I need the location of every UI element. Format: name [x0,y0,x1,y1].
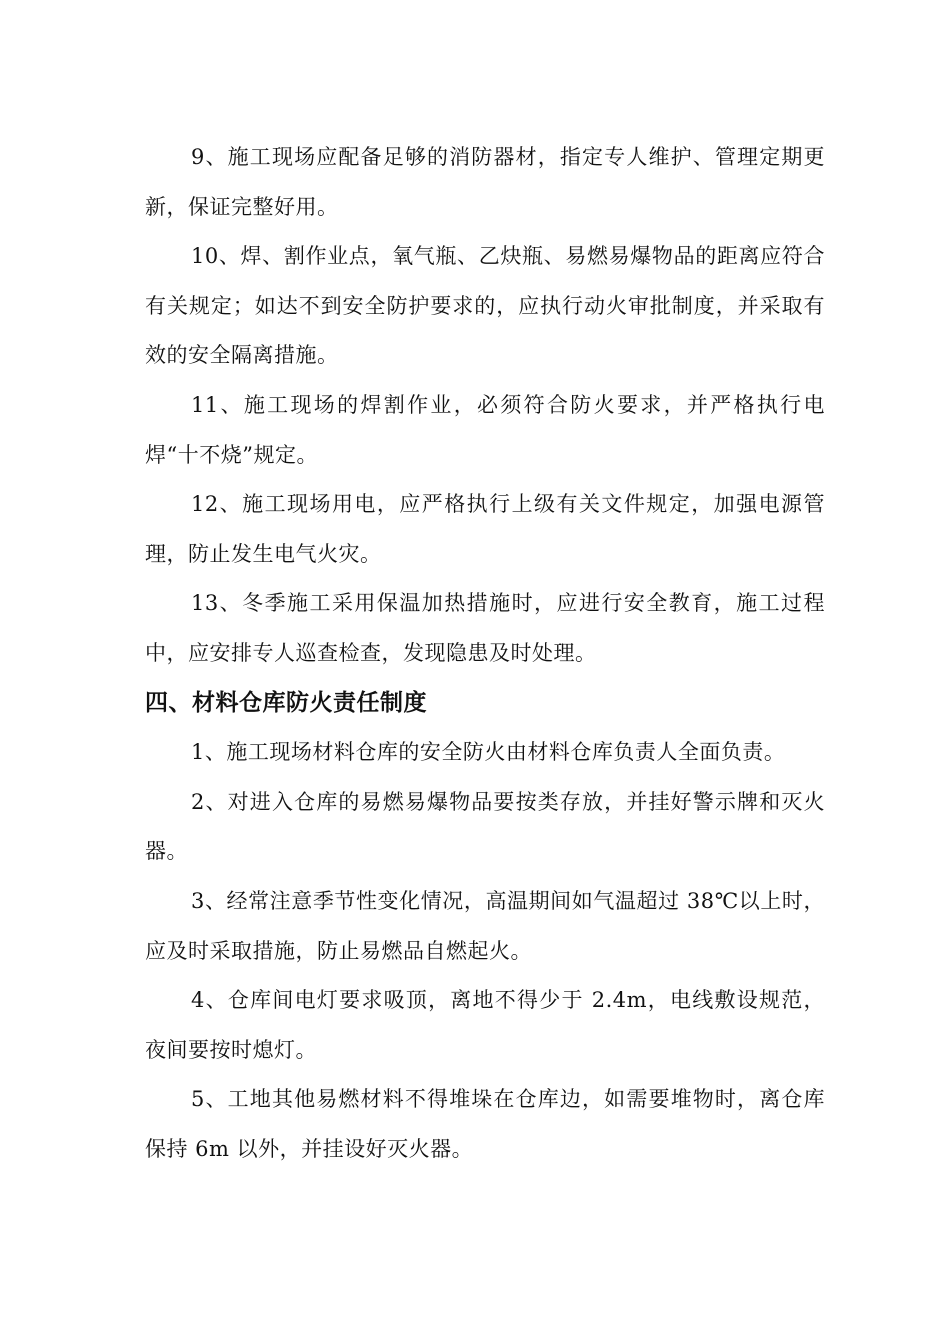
section-heading: 四、材料仓库防火责任制度 [145,689,427,716]
paragraph-item-1: 1、施工现场材料仓库的安全防火由材料仓库负责人全面负责。 [191,740,786,765]
paragraph-item-13: 13、冬季施工采用保温加热措施时，应进行安全教育，施工过程中，应安排专人巡查检查，发现隐患及时处理。 [145,591,825,665]
paragraph-item-4: 4、仓库间电灯要求吸顶，离地不得少于 2.4m，电线敷设规范，夜间要按时熄灯。 [145,988,825,1062]
paragraph-item-5: 5、工地其他易燃材料不得堆垛在仓库边，如需要堆物时，离仓库保持 6m 以外，并挂设好灭火器。 [145,1087,825,1161]
paragraph-item-2: 2、对进入仓库的易燃易爆物品要按类存放，并挂好警示牌和灭火器。 [145,789,825,864]
document-body [145,133,825,1174]
paragraph-item-9: 9、施工现场应配备足够的消防器材，指定专人维护、管理定期更新，保证完整好用。 [145,145,825,219]
paragraph-item-11: 11、施工现场的焊割作业，必须符合防火要求，并严格执行电焊“十不烧”规定。 [145,392,825,467]
paragraph-item-12: 12、施工现场用电，应严格执行上级有关文件规定，加强电源管理，防止发生电气火灾。 [145,492,825,566]
paragraph-item-3: 3、经常注意季节性变化情况，高温期间如气温超过 38℃以上时，应及时采取措施，防止易燃品自燃起火。 [145,888,825,963]
paragraph-item-10: 10、焊、割作业点，氧气瓶、乙炔瓶、易燃易爆物品的距离应符合有关规定；如达不到安全防护要求的，应执行动火审批制度，并采取有效的安全隔离措施。 [145,244,825,368]
